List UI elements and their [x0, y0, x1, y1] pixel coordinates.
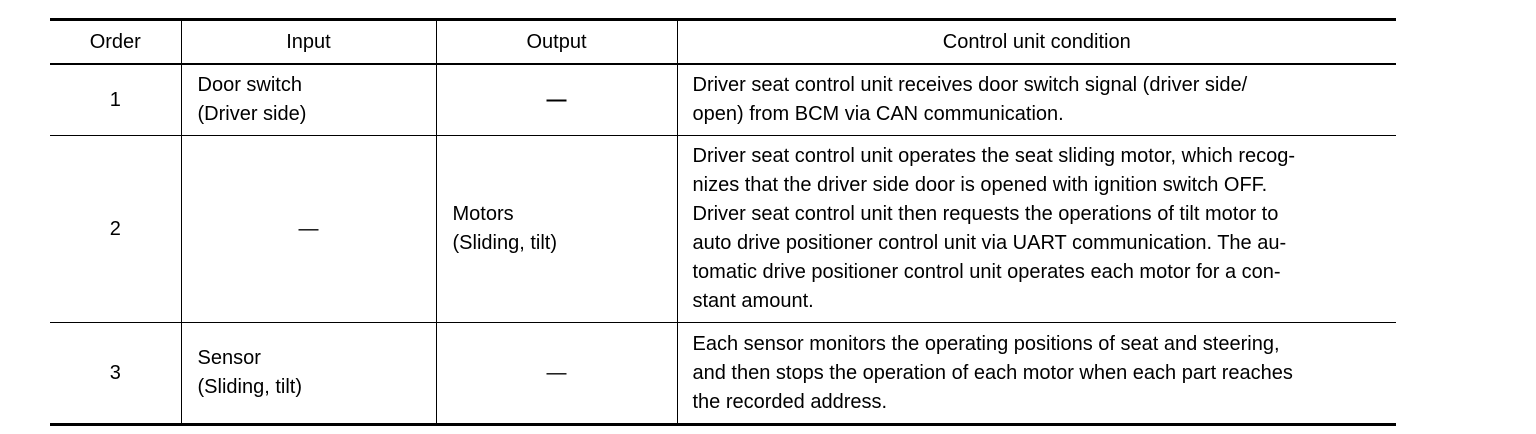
input-line: Sensor [197, 347, 261, 369]
condition-line: Driver seat control unit operates the seat sliding motor, which recog- [692, 145, 1296, 167]
condition-line: the recorded address. [692, 390, 888, 413]
header-control-unit-condition: Control unit condition [677, 20, 1396, 65]
output-line: Motors [452, 203, 514, 225]
condition-cell [677, 64, 1396, 136]
operation-table-container [50, 18, 1396, 426]
input-line: (Sliding, tilt) [197, 376, 302, 398]
condition-cell [677, 323, 1396, 425]
input-cell: — [181, 136, 436, 323]
table-header-row [50, 20, 1396, 65]
header-input: Input [181, 20, 436, 65]
order-cell: 3 [50, 323, 181, 425]
header-output: Output [436, 20, 677, 65]
condition-line: auto drive positioner control unit via UART communication. The au- [692, 232, 1287, 254]
condition-line: open) from BCM via CAN communication. [692, 103, 1064, 125]
condition-line: nizes that the driver side door is opened with ignition switch OFF. [692, 174, 1268, 196]
input-line: Door switch [197, 74, 302, 96]
condition-line: stant amount. [692, 290, 814, 312]
input-cell [181, 323, 436, 425]
order-cell: 2 [50, 136, 181, 323]
condition-line: tomatic drive positioner control unit operates each motor for a con- [692, 261, 1281, 283]
input-line: (Driver side) [197, 103, 307, 125]
output-cell: — [436, 323, 677, 425]
condition-line: and then stops the operation of each motor when each part reaches [692, 361, 1293, 384]
operation-table [50, 18, 1396, 426]
condition-line: Driver seat control unit then requests the operations of tilt motor to [692, 203, 1279, 225]
header-order: Order [50, 20, 181, 65]
table-row [50, 323, 1396, 425]
input-cell [181, 64, 436, 136]
table-row [50, 64, 1396, 136]
condition-line: Driver seat control unit receives door switch signal (driver side/ [692, 74, 1248, 96]
condition-line: Each sensor monitors the operating positions of seat and steering, [692, 332, 1280, 355]
output-cell: — [436, 64, 677, 136]
output-line: (Sliding, tilt) [452, 232, 557, 254]
condition-cell [677, 136, 1396, 323]
output-cell [436, 136, 677, 323]
order-cell: 1 [50, 64, 181, 136]
table-row [50, 136, 1396, 323]
